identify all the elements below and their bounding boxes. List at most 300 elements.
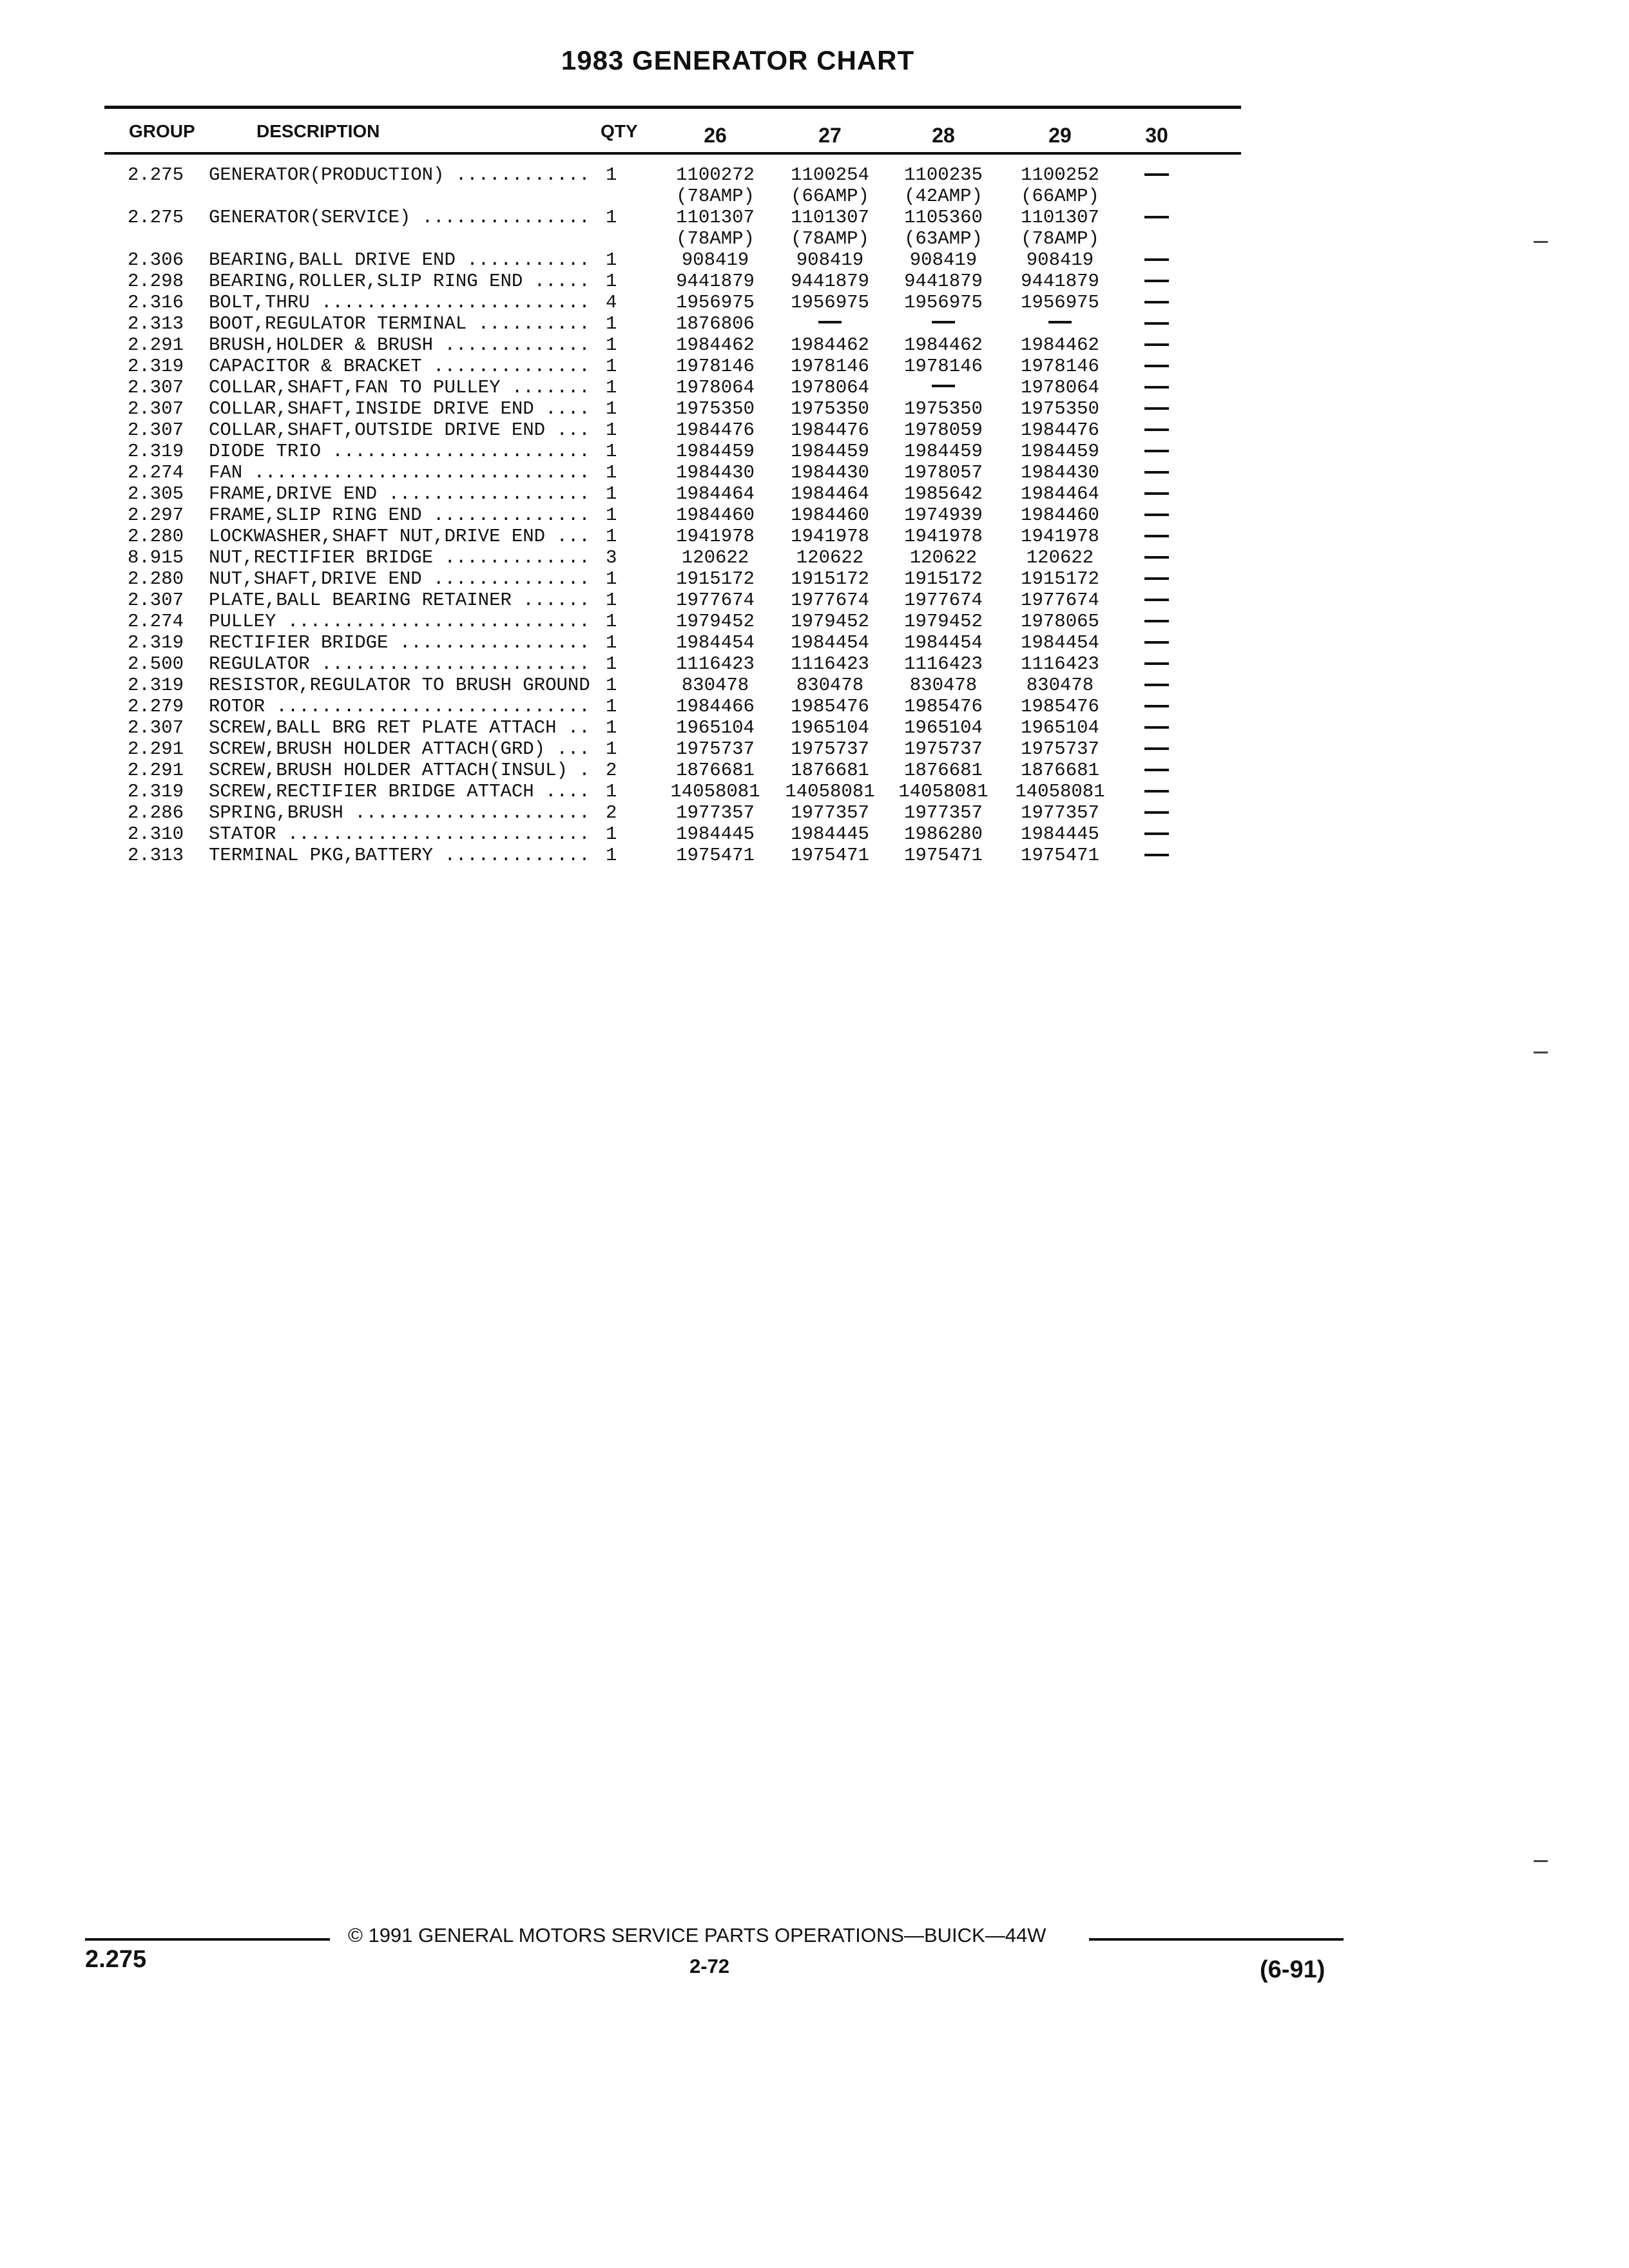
part-number-col-29: 1956975 [1021, 292, 1099, 313]
part-number-col-27: 1984460 [791, 505, 869, 526]
col-30-dash [1144, 343, 1169, 346]
col-30-dash [1144, 386, 1169, 389]
part-number-col-27: 1984454 [791, 632, 869, 653]
part-number-col-29: 1984430 [1021, 462, 1099, 483]
row-qty: 3 [606, 547, 617, 568]
row-group-code: 2.319 [128, 356, 184, 377]
table-row [0, 823, 1289, 845]
part-number-col-29: 1985476 [1021, 696, 1099, 717]
row-qty: 1 [606, 845, 617, 866]
table-row [0, 760, 1289, 781]
part-number-col-26: 1975737 [676, 738, 755, 760]
row-qty: 2 [606, 802, 617, 823]
row-group-code: 2.274 [128, 462, 184, 483]
part-number-col-28: 1978057 [904, 462, 983, 483]
part-number-col-28: 1984459 [904, 441, 983, 462]
row-qty: 1 [606, 823, 617, 845]
footer-rule-left [85, 1938, 330, 1941]
table-row [0, 164, 1289, 207]
table-row [0, 441, 1289, 462]
row-qty: 1 [606, 738, 617, 760]
row-group-code: 2.279 [128, 696, 184, 717]
row-qty: 1 [606, 271, 617, 292]
row-qty: 1 [606, 590, 617, 611]
part-number-col-27: 1975471 [791, 845, 869, 866]
row-group-code: 8.915 [128, 547, 184, 568]
parts-table [0, 164, 1289, 866]
part-number-col-27: 1985476 [791, 696, 869, 717]
col-30-dash [1144, 769, 1169, 771]
col-30-dash [1144, 514, 1169, 516]
row-qty: 1 [606, 462, 617, 483]
part-number-col-27: 1978146 [791, 356, 869, 377]
row-qty: 2 [606, 760, 617, 781]
part-not-applicable-dash [818, 321, 842, 323]
row-description: RESISTOR,REGULATOR TO BRUSH GROUND [209, 675, 590, 696]
part-number-col-27: 1984445 [791, 823, 869, 845]
col-30-dash [1144, 599, 1169, 601]
part-number-col-27: 1941978 [791, 526, 869, 547]
row-description: CAPACITOR & BRACKET .............. [209, 356, 590, 377]
table-row [0, 590, 1289, 611]
part-number-col-26: 908419 [681, 249, 749, 271]
footer-copyright: © 1991 GENERAL MOTORS SERVICE PARTS OPERATIONS—BUICK—44W [348, 1924, 1046, 1946]
row-group-code: 2.291 [128, 738, 184, 760]
part-number-col-26: 1984460 [676, 505, 755, 526]
part-number-col-27: 1915172 [791, 568, 869, 590]
part-number-col-28: 1985642 [904, 483, 983, 505]
part-number-col-28: 830478 [909, 675, 978, 696]
amp-rating-col-28: (63AMP) [904, 228, 983, 249]
row-qty: 1 [606, 505, 617, 526]
part-number-col-29: 1977357 [1021, 802, 1099, 823]
row-description: TERMINAL PKG,BATTERY ............. [209, 845, 590, 866]
part-number-col-26: 1116423 [676, 653, 755, 675]
part-number-col-27: 1984459 [791, 441, 869, 462]
part-number-col-26: 1977357 [676, 802, 755, 823]
part-number-col-26: 1915172 [676, 568, 755, 590]
row-description: BEARING,ROLLER,SLIP RING END ..... [209, 271, 590, 292]
row-description: DIODE TRIO ....................... [209, 441, 590, 462]
part-number-col-26: 1975471 [676, 845, 755, 866]
table-row [0, 334, 1289, 356]
row-qty: 1 [606, 632, 617, 653]
row-description: STATOR ........................... [209, 823, 590, 845]
part-number-col-26: 1984466 [676, 696, 755, 717]
part-number-col-29: 1977674 [1021, 590, 1099, 611]
part-number-col-26: 1978146 [676, 356, 755, 377]
part-number-col-29: 1975737 [1021, 738, 1099, 760]
part-number-col-28: 1941978 [904, 526, 983, 547]
row-qty: 1 [606, 696, 617, 717]
row-group-code: 2.319 [128, 441, 184, 462]
header-col-30: 30 [1145, 124, 1168, 147]
part-number-col-28: 14058081 [898, 781, 988, 802]
amp-rating-col-27: (78AMP) [791, 228, 869, 249]
row-description: LOCKWASHER,SHAFT NUT,DRIVE END ... [209, 526, 590, 547]
row-group-code: 2.310 [128, 823, 184, 845]
part-number-col-27: 1978064 [791, 377, 869, 398]
header-description: DESCRIPTION [256, 121, 380, 141]
part-number-col-28: 1977357 [904, 802, 983, 823]
part-number-col-27: 1975350 [791, 398, 869, 419]
part-number-col-29: 1984460 [1021, 505, 1099, 526]
col-30-dash [1144, 428, 1169, 431]
part-number-col-29: 1116423 [1021, 653, 1099, 675]
part-number-col-29: 1984464 [1021, 483, 1099, 505]
part-number-col-29: 1984459 [1021, 441, 1099, 462]
col-30-dash [1144, 535, 1169, 537]
part-number-col-26: 1979452 [676, 611, 755, 632]
table-row [0, 547, 1289, 568]
amp-rating-col-26: (78AMP) [676, 186, 755, 207]
part-number-col-26: 120622 [681, 547, 749, 568]
col-30-dash [1144, 832, 1169, 835]
header-group: GROUP [129, 121, 195, 141]
part-number-col-28: 1915172 [904, 568, 983, 590]
part-number-col-29: 1876681 [1021, 760, 1099, 781]
table-row [0, 483, 1289, 505]
row-description: FRAME,SLIP RING END .............. [209, 505, 590, 526]
part-number-col-28: 1876681 [904, 760, 983, 781]
header-col-26: 26 [704, 124, 727, 147]
header-col-29: 29 [1048, 124, 1072, 147]
part-number-col-27: 1984430 [791, 462, 869, 483]
row-group-code: 2.280 [128, 526, 184, 547]
amp-rating-col-28: (42AMP) [904, 186, 983, 207]
col-30-dash [1144, 556, 1169, 559]
part-number-col-29: 9441879 [1021, 271, 1099, 292]
part-number-col-27: 1977674 [791, 590, 869, 611]
amp-rating-col-29: (78AMP) [1021, 228, 1099, 249]
part-number-col-27: 908419 [796, 249, 864, 271]
table-row [0, 207, 1289, 249]
row-group-code: 2.291 [128, 334, 184, 356]
row-group-code: 2.275 [128, 207, 184, 228]
part-number-col-29: 1984476 [1021, 419, 1099, 441]
part-number-col-28: 1979452 [904, 611, 983, 632]
row-description: PLATE,BALL BEARING RETAINER ...... [209, 590, 590, 611]
row-group-code: 2.307 [128, 419, 184, 441]
part-number-col-26: 1876681 [676, 760, 755, 781]
col-30-dash [1144, 662, 1169, 665]
row-qty: 1 [606, 483, 617, 505]
part-number-col-26: 1876806 [676, 313, 755, 334]
part-number-col-29: 1941978 [1021, 526, 1099, 547]
row-description: SPRING,BRUSH ..................... [209, 802, 590, 823]
part-number-col-27: 1984476 [791, 419, 869, 441]
part-number-col-26: 1975350 [676, 398, 755, 419]
col-30-dash [1144, 492, 1169, 495]
table-row [0, 526, 1289, 547]
page-title: 1983 GENERATOR CHART [561, 45, 915, 75]
row-group-code: 2.313 [128, 845, 184, 866]
col-30-dash [1144, 577, 1169, 580]
table-row [0, 419, 1289, 441]
part-number-col-27: 1965104 [791, 717, 869, 738]
row-qty: 1 [606, 398, 617, 419]
col-30-dash [1144, 173, 1169, 176]
part-number-col-28: 1956975 [904, 292, 983, 313]
part-number-col-29: 1965104 [1021, 717, 1099, 738]
part-number-col-27: 1977357 [791, 802, 869, 823]
col-30-dash [1144, 301, 1169, 303]
col-30-dash [1144, 726, 1169, 729]
part-number-col-26: 830478 [681, 675, 749, 696]
row-description: COLLAR,SHAFT,OUTSIDE DRIVE END ... [209, 419, 590, 441]
col-30-dash [1144, 854, 1169, 856]
part-number-col-29: 1100252 [1021, 164, 1099, 186]
row-qty: 1 [606, 526, 617, 547]
part-number-col-27: 1116423 [791, 653, 869, 675]
header-col-28: 28 [932, 124, 955, 147]
part-number-col-28: 1100235 [904, 164, 983, 186]
part-number-col-29: 1101307 [1021, 207, 1099, 228]
part-not-applicable-dash [932, 385, 955, 387]
row-qty: 1 [606, 675, 617, 696]
col-30-dash [1144, 258, 1169, 261]
row-qty: 1 [606, 781, 617, 802]
row-group-code: 2.307 [128, 717, 184, 738]
row-group-code: 2.319 [128, 632, 184, 653]
row-description: ROTOR ............................ [209, 696, 590, 717]
row-description: SCREW,RECTIFIER BRIDGE ATTACH .... [209, 781, 590, 802]
row-group-code: 2.319 [128, 781, 184, 802]
part-number-col-27: 1975737 [791, 738, 869, 760]
table-row [0, 611, 1289, 632]
row-description: RECTIFIER BRIDGE ................. [209, 632, 590, 653]
row-description: GENERATOR(PRODUCTION) ............ [209, 164, 590, 186]
table-row [0, 462, 1289, 483]
part-not-applicable-dash [932, 321, 955, 323]
col-30-dash [1144, 684, 1169, 686]
footer-group: 2.275 [85, 1946, 147, 1973]
col-30-dash [1144, 216, 1169, 218]
col-30-dash [1144, 641, 1169, 644]
row-qty: 1 [606, 164, 617, 186]
col-30-dash [1144, 322, 1169, 325]
table-row [0, 717, 1289, 738]
row-description: FAN .............................. [209, 462, 590, 483]
col-30-dash [1144, 450, 1169, 452]
part-number-col-27: 1984464 [791, 483, 869, 505]
part-number-col-26: 1984459 [676, 441, 755, 462]
header-col-27: 27 [818, 124, 842, 147]
row-qty: 1 [606, 568, 617, 590]
footer-page-number: 2-72 [689, 1955, 730, 1977]
row-group-code: 2.291 [128, 760, 184, 781]
part-number-col-27: 1956975 [791, 292, 869, 313]
col-30-dash [1144, 407, 1169, 410]
part-number-col-26: 1965104 [676, 717, 755, 738]
part-number-col-28: 1986280 [904, 823, 983, 845]
part-number-col-26: 14058081 [670, 781, 760, 802]
part-not-applicable-dash [1048, 321, 1072, 323]
row-group-code: 2.275 [128, 164, 184, 186]
part-number-col-26: 1977674 [676, 590, 755, 611]
part-number-col-28: 1974939 [904, 505, 983, 526]
table-row [0, 356, 1289, 377]
row-description: GENERATOR(SERVICE) ............... [209, 207, 590, 228]
part-number-col-29: 120622 [1026, 547, 1094, 568]
table-row [0, 313, 1289, 334]
part-number-col-26: 1984445 [676, 823, 755, 845]
part-number-col-28: 1965104 [904, 717, 983, 738]
row-description: BEARING,BALL DRIVE END ........... [209, 249, 590, 271]
table-row [0, 377, 1289, 398]
table-row [0, 675, 1289, 696]
part-number-col-29: 1984462 [1021, 334, 1099, 356]
row-group-code: 2.313 [128, 313, 184, 334]
part-number-col-27: 120622 [796, 547, 864, 568]
row-description: BOLT,THRU ........................ [209, 292, 590, 313]
row-description: NUT,SHAFT,DRIVE END .............. [209, 568, 590, 590]
part-number-col-27: 1876681 [791, 760, 869, 781]
table-row [0, 398, 1289, 419]
table-row [0, 505, 1289, 526]
table-row [0, 249, 1289, 271]
scan-mark [1534, 1860, 1548, 1862]
part-number-col-28: 1105360 [904, 207, 983, 228]
part-number-col-29: 1975471 [1021, 845, 1099, 866]
part-number-col-27: 1984462 [791, 334, 869, 356]
part-number-col-28: 1978059 [904, 419, 983, 441]
part-number-col-27: 1101307 [791, 207, 869, 228]
row-description: SCREW,BRUSH HOLDER ATTACH(INSUL) . [209, 760, 590, 781]
part-number-col-27: 14058081 [785, 781, 875, 802]
part-number-col-27: 9441879 [791, 271, 869, 292]
part-number-col-28: 9441879 [904, 271, 983, 292]
col-30-dash [1144, 705, 1169, 707]
part-number-col-26: 1956975 [676, 292, 755, 313]
col-30-dash [1144, 747, 1169, 750]
col-30-dash [1144, 620, 1169, 622]
part-number-col-26: 1984454 [676, 632, 755, 653]
row-qty: 1 [606, 653, 617, 675]
part-number-col-26: 1984430 [676, 462, 755, 483]
part-number-col-28: 1985476 [904, 696, 983, 717]
table-row [0, 292, 1289, 313]
row-group-code: 2.307 [128, 377, 184, 398]
row-description: FRAME,DRIVE END .................. [209, 483, 590, 505]
col-30-dash [1144, 471, 1169, 474]
amp-rating-col-27: (66AMP) [791, 186, 869, 207]
part-number-col-29: 908419 [1026, 249, 1094, 271]
row-qty: 1 [606, 717, 617, 738]
row-group-code: 2.274 [128, 611, 184, 632]
amp-rating-col-26: (78AMP) [676, 228, 755, 249]
row-description: COLLAR,SHAFT,INSIDE DRIVE END .... [209, 398, 590, 419]
row-qty: 1 [606, 377, 617, 398]
part-number-col-28: 1977674 [904, 590, 983, 611]
part-number-col-27: 1979452 [791, 611, 869, 632]
part-number-col-27: 830478 [796, 675, 864, 696]
table-row [0, 271, 1289, 292]
header-rule [104, 152, 1241, 155]
row-group-code: 2.306 [128, 249, 184, 271]
part-number-col-29: 1984454 [1021, 632, 1099, 653]
row-qty: 1 [606, 419, 617, 441]
part-number-col-29: 830478 [1026, 675, 1094, 696]
row-group-code: 2.298 [128, 271, 184, 292]
row-qty: 1 [606, 441, 617, 462]
row-group-code: 2.280 [128, 568, 184, 590]
row-group-code: 2.307 [128, 590, 184, 611]
part-number-col-29: 1978065 [1021, 611, 1099, 632]
row-description: COLLAR,SHAFT,FAN TO PULLEY ....... [209, 377, 590, 398]
part-number-col-26: 1101307 [676, 207, 755, 228]
part-number-col-29: 1978064 [1021, 377, 1099, 398]
row-description: PULLEY ........................... [209, 611, 590, 632]
table-row [0, 738, 1289, 760]
col-30-dash [1144, 811, 1169, 814]
part-number-col-28: 908419 [909, 249, 978, 271]
part-number-col-26: 1984464 [676, 483, 755, 505]
row-group-code: 2.297 [128, 505, 184, 526]
part-number-col-29: 1975350 [1021, 398, 1099, 419]
row-description: BRUSH,HOLDER & BRUSH ............. [209, 334, 590, 356]
part-number-col-26: 1941978 [676, 526, 755, 547]
row-description: SCREW,BRUSH HOLDER ATTACH(GRD) ... [209, 738, 590, 760]
footer-date: (6-91) [1260, 1956, 1325, 1983]
footer-rule-right [1089, 1938, 1344, 1941]
header-qty: QTY [601, 121, 638, 141]
part-number-col-26: 1984476 [676, 419, 755, 441]
part-number-col-28: 1984462 [904, 334, 983, 356]
scan-mark [1534, 1052, 1548, 1053]
table-row [0, 696, 1289, 717]
row-qty: 1 [606, 249, 617, 271]
part-number-col-29: 1984445 [1021, 823, 1099, 845]
amp-rating-col-29: (66AMP) [1021, 186, 1099, 207]
row-description: REGULATOR ........................ [209, 653, 590, 675]
row-description: NUT,RECTIFIER BRIDGE ............. [209, 547, 590, 568]
top-rule [104, 106, 1241, 109]
part-number-col-26: 1984462 [676, 334, 755, 356]
table-row [0, 845, 1289, 866]
table-row [0, 568, 1289, 590]
part-number-col-26: 1100272 [676, 164, 755, 186]
col-30-dash [1144, 280, 1169, 282]
part-number-col-28: 1978146 [904, 356, 983, 377]
table-row [0, 653, 1289, 675]
part-number-col-29: 1915172 [1021, 568, 1099, 590]
scan-mark [1534, 241, 1548, 243]
row-qty: 1 [606, 611, 617, 632]
row-qty: 1 [606, 334, 617, 356]
row-qty: 4 [606, 292, 617, 313]
row-group-code: 2.307 [128, 398, 184, 419]
part-number-col-28: 1984454 [904, 632, 983, 653]
part-number-col-26: 1978064 [676, 377, 755, 398]
table-row [0, 802, 1289, 823]
row-group-code: 2.500 [128, 653, 184, 675]
part-number-col-28: 1975471 [904, 845, 983, 866]
part-number-col-27: 1100254 [791, 164, 869, 186]
part-number-col-28: 1116423 [904, 653, 983, 675]
row-group-code: 2.305 [128, 483, 184, 505]
row-group-code: 2.319 [128, 675, 184, 696]
part-number-col-29: 14058081 [1015, 781, 1105, 802]
table-row [0, 781, 1289, 802]
col-30-dash [1144, 790, 1169, 793]
row-group-code: 2.286 [128, 802, 184, 823]
part-number-col-29: 1978146 [1021, 356, 1099, 377]
row-description: BOOT,REGULATOR TERMINAL .......... [209, 313, 590, 334]
col-30-dash [1144, 365, 1169, 367]
part-number-col-28: 1975737 [904, 738, 983, 760]
row-qty: 1 [606, 356, 617, 377]
